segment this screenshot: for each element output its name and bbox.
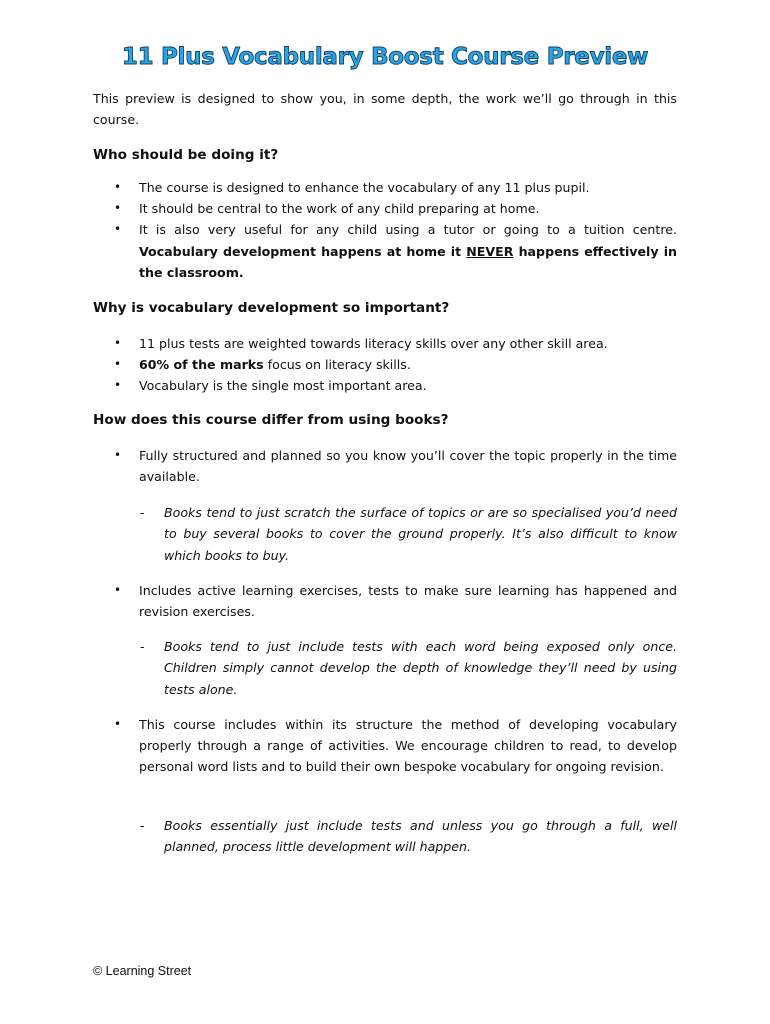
list-item: • The course is designed to enhance the vocabulary of any 11 plus pupil.: [93, 177, 677, 198]
bullet-icon: •: [114, 180, 122, 194]
how-bullet-2: [93, 580, 677, 622]
list-item: • It should be central to the work of any child preparing at home.: [93, 198, 677, 219]
how-bullet-3: [93, 714, 677, 778]
bullet-icon: •: [114, 717, 122, 731]
list-item: • 60% of the marks focus on literacy skills.: [93, 354, 677, 375]
dash-marker: -: [140, 639, 145, 654]
list-item: • 11 plus tests are weighted towards literacy skills over any other skill area.: [93, 333, 677, 354]
bullet-icon: •: [114, 448, 122, 462]
dash-marker: -: [140, 818, 145, 833]
bullet-icon: •: [114, 357, 122, 372]
list-item: • Fully structured and planned so you know you’ll cover the topic properly in the time available.: [93, 445, 677, 487]
how-bullet-1: [93, 445, 677, 487]
list-item: • It is also very useful for any child using a tutor or going to a tuition centre. Vocabulary development happens at home it NEVER happens effectively in the classroom.: [93, 219, 677, 283]
bullet-icon: •: [114, 583, 122, 597]
footer-copyright: © Learning Street: [93, 964, 192, 978]
bullet-icon: •: [114, 201, 122, 216]
section-heading-how: How does this course differ from using books?: [93, 412, 449, 428]
page-title: 11 Plus Vocabulary Boost Course Preview: [121, 44, 649, 70]
book-note: - Books tend to just scratch the surface of topics or are so specialised you’d need to buy several books to cover the ground properly. It’s also difficult to know which books to buy.: [140, 502, 677, 566]
section-heading-who: Who should be doing it?: [93, 147, 279, 163]
who-bullet-list: [93, 177, 677, 283]
never-emphasis: NEVER: [466, 243, 514, 259]
why-bullet-list: [93, 333, 677, 397]
bullet-icon: •: [114, 378, 122, 393]
bullet-icon: •: [114, 336, 122, 350]
list-item: • This course includes within its structure the method of developing vocabulary properly through a range of activities. We encourage children to read, to develop personal word lists and to build their own bespoke vocabulary for ongoing revision.: [93, 714, 677, 778]
book-note: - Books essentially just include tests and unless you go through a full, well planned, process little development will happen.: [140, 815, 677, 858]
list-item: • Includes active learning exercises, tests to make sure learning has happened and revision exercises.: [93, 580, 677, 622]
intro-paragraph: This preview is designed to show you, in some depth, the work we’ll go through in this course.: [93, 91, 677, 128]
bold-prefix: 60% of the marks: [139, 357, 264, 373]
book-note: - Books tend to just include tests with each word being exposed only once. Children simply cannot develop the depth of knowledge they’ll need by using tests alone.: [140, 636, 677, 700]
dash-marker: -: [140, 505, 145, 520]
section-heading-why: Why is vocabulary development so important?: [93, 300, 450, 316]
bullet-icon: •: [114, 222, 122, 237]
bold-note: Vocabulary development happens at home it NEVER happens effectively in the classroom.: [139, 243, 677, 280]
list-item: • Vocabulary is the single most important area.: [93, 375, 677, 396]
